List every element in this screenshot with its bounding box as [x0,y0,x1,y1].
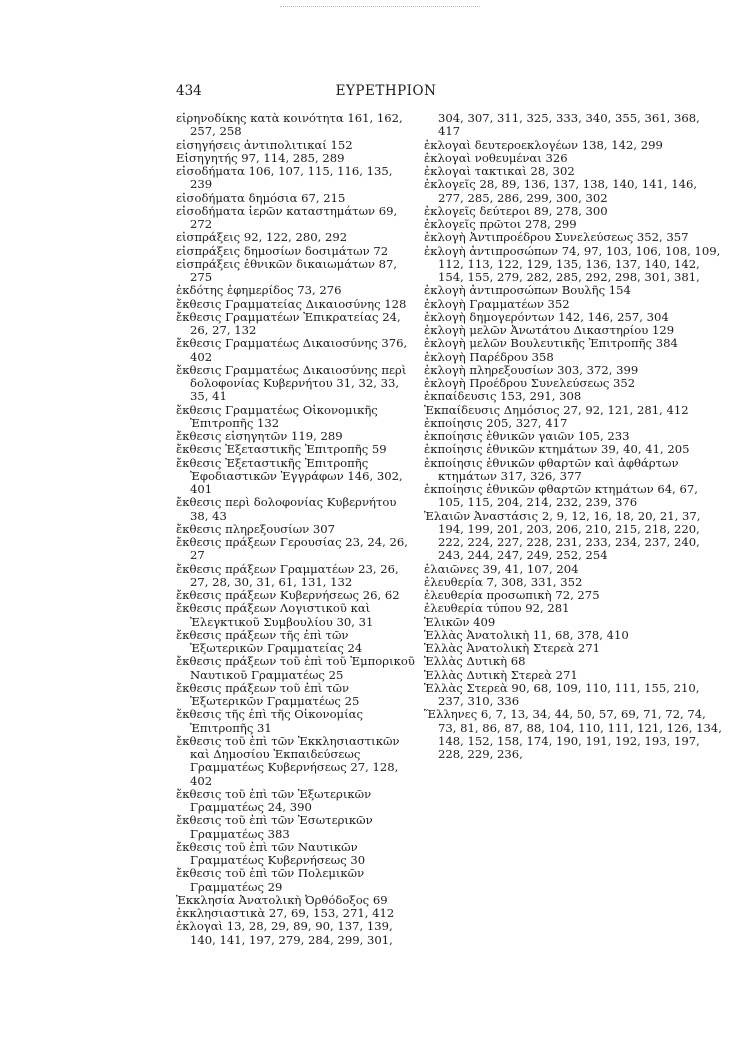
index-entry: ἔκθεσις πράξεων Γερουσίας 23, 24, 26, 27 [176,535,408,563]
page-number: 434 [176,83,202,99]
page-title: ΕΥΡΕΤΗΡΙΟΝ [335,83,437,99]
index-column-right [424,112,724,761]
index-entry: ἐκλογὴ ἀντιπροσώπων 74, 97, 103, 106, 108, 109, 112, 113, 122, 129, 135, 136, 137, 140, 142, 154, 155, 279, 282, 285, 292, 298, 301, 381, [424,243,721,284]
index-entry: ἔκθεσις τοῦ ἐπὶ τῶν Ναυτικῶν Γραμματέως Κυβερνήσεως 30 [176,839,366,867]
index-entry: ἐκλογὴ δημογερόντων 142, 146, 257, 304 [424,309,669,324]
index-entry: ἔκθεσις Ἐξεταστικῆς Ἐπιτροπῆς Ἐφοδιαστικῶν Ἐγγράφων 146, 302, 401 [176,455,403,496]
index-entry: ἔκθεσις περὶ δολοφονίας Κυβερνήτου 38, 43 [176,495,397,523]
index-entry: ἐκποίησις ἐθνικῶν κτημάτων 39, 40, 41, 205 [424,442,690,457]
index-entry: ἔκθεσις τῆς ἐπὶ τῆς Οἰκονομίας Ἐπιτροπῆς 31 [176,707,363,735]
scan-artifact [280,0,480,7]
index-entry: ἔκθεσις Γραμματέων Ἐπικρατείας 24, 26, 27, 132 [176,309,401,337]
index-entry: ἐκλογεῖς δεύτεροι 89, 278, 300 [424,203,608,218]
index-entry: Ἑλικῶν 409 [424,614,496,629]
index-entry: εἰσοδήματα δημόσια 67, 215 [176,190,346,205]
index-entry: ἐλευθερία τύπου 92, 281 [424,601,570,616]
index-entry: ἔκθεσις πράξεων Κυβερνήσεως 26, 62 [176,588,400,602]
index-entry: εἰσπράξεις δημοσίων δοσιμάτων 72 [176,243,389,258]
index-entry: Ἐλαιῶν Ἀναστάσις 2, 9, 12, 16, 18, 20, 21, 37, 194, 199, 201, 203, 206, 210, 215, 218, 220, 222, 224, 227, 228, 231, 233, 234, 237, 240, 243, 244, 247, 249, 252, 254 [424,508,701,563]
index-entry: Ἑλλὰς Ἀνατολικὴ Στερεὰ 271 [424,641,600,655]
index-entry: ἔκθεσις τοῦ ἐπὶ τῶν Πολεμικῶν Γραμματέως 29 [176,866,365,894]
index-entry: ἐκποίησις ἐθνικῶν φθαρτῶν κτημάτων 64, 67, 105, 115, 204, 214, 232, 239, 376 [424,482,698,510]
index-entry: ἐκλογὴ Παρέδρου 358 [424,349,554,364]
index-entry: Ἑλλὰς Στερεὰ 90, 68, 109, 110, 111, 155, 210, 237, 310, 336 [424,680,700,708]
index-entry: ἐκποίησις ἐθνικῶν γαιῶν 105, 233 [424,429,630,443]
index-entry: ἐλευθερία 7, 308, 331, 352 [424,574,583,589]
index-entry: 304, 307, 311, 325, 333, 340, 355, 361, 368, 417 [438,111,700,139]
index-entry: ἐκλογαὶ τακτικαὶ 28, 302 [424,164,575,178]
index-entry: ἔκθεσις πληρεξουσίων 307 [176,521,336,536]
index-entry: Ἕλληνες 6, 7, 13, 34, 44, 50, 57, 69, 71, 72, 74, 73, 81, 86, 87, 88, 104, 110, 111, 121, 126, 134, 148, 152, 158, 174, 190, 191, 192, 193, 197, 228, 229, 236, [424,707,722,761]
index-entry: εἰσπράξεις ἐθνικῶν δικαιωμάτων 87, 275 [176,256,398,284]
index-entry: ἔκθεσις πράξεων Γραμματέων 23, 26, 27, 28, 30, 31, 61, 131, 132 [176,561,399,589]
index-entry: εἰσοδήματα ἱερῶν καταστημάτων 69, 272 [176,203,398,231]
index-entry: ἐκλογὴ ἀντιπροσώπων Βουλῆς 154 [424,283,631,298]
index-entry: ἐκλογεῖς πρῶτοι 278, 299 [424,217,577,231]
index-entry: ἔκθεσις τοῦ ἐπὶ τῶν Ἐξωτερικῶν Γραμματέως 24, 390 [176,786,372,814]
index-entry: ἔκθεσις πράξεων τοῦ ἐπὶ τοῦ Ἐμπορικοῦ Ναυτικοῦ Γραμματέως 25 [176,654,415,682]
index-entry: ἐκλογὴ Γραμματέων 352 [424,296,570,311]
index-entry: Ἑλλὰς Δυτικὴ Στερεὰ 271 [424,667,578,682]
index-entry: Ἐκκλησία Ἀνατολικὴ Ὀρθόδοξος 69 [176,892,388,907]
index-entry: εἰσοδήματα 106, 107, 115, 116, 135, 239 [176,164,393,192]
index-entry: Ἑλλὰς Δυτικὴ 68 [424,654,526,669]
index-entry: ἔκθεσις πράξεων Λογιστικοῦ καὶ Ἐλεγκτικοῦ Συμβουλίου 30, 31 [176,601,374,629]
index-entry: ἐκλογαὶ νοθευμέναι 326 [424,150,568,165]
index-entry: Ἑλλὰς Ἀνατολικὴ 11, 68, 378, 410 [424,627,629,642]
index-entry: ἔκθεσις πράξεων τοῦ ἐπὶ τῶν Ἐξωτερικῶν Γραμματέως 25 [176,680,360,708]
index-entry: ἔκθεσις Γραμματείας Δικαιοσύνης 128 [176,296,407,311]
index-entry: Ἐκπαίδευσις Δημόσιος 27, 92, 121, 281, 412 [424,402,689,417]
index-entry: εἰσηγήσεις ἀντιπολιτικαί 152 [176,137,353,152]
index-entry: ἔκθεσις τοῦ ἐπὶ τῶν Ἐσωτερικῶν Γραμματέως 383 [176,813,373,841]
index-entry: ἐκλογεῖς 28, 89, 136, 137, 138, 140, 141, 146, 277, 285, 286, 299, 300, 302 [424,177,698,205]
index-entry: ἐλευθερία προσωπικὴ 72, 275 [424,588,600,602]
page-header [176,83,596,103]
index-entry: ἐκλογὴ μελῶν Βουλευτικῆς Ἐπιτροπῆς 384 [424,336,678,351]
index-entry: ἐκδότης ἐφημερίδος 73, 276 [176,283,342,298]
index-entry: ἐκλογὴ πληρεξουσίων 303, 372, 399 [424,362,639,377]
index-entry: ἐκκλησιαστικὰ 27, 69, 153, 271, 412 [176,906,395,920]
index-entry: ἐκλογὴ μελῶν Ἀνωτάτου Δικαστηρίου 129 [424,323,675,337]
index-entry: ἔκθεσις πράξεων τῆς ἐπὶ τῶν Ἐξωτερικῶν Γραμματείας 24 [176,627,363,655]
index-entry: εἰσπράξεις 92, 122, 280, 292 [176,230,348,245]
index-entry: ἐκποίησις ἐθνικῶν φθαρτῶν καὶ ἀφθάρτων κτημάτων 317, 326, 377 [424,455,679,483]
index-entry: ἔκθεσις Ἐξεταστικῆς Ἐπιτροπῆς 59 [176,442,387,457]
index-entry: εἰρηνοδίκης κατὰ κοινότητα 161, 162, 257, 258 [176,111,403,139]
index-entry: ἔκθεσις Γραμματέως Οἰκονομικῆς Ἐπιτροπῆς 132 [176,402,378,430]
index-entry: ἐκπαίδευσις 153, 291, 308 [424,389,582,404]
index-entry: ἔκθεσις εἰσηγητῶν 119, 289 [176,429,343,443]
index-entry: ἐκλογὴ Προέδρου Συνελεύσεως 352 [424,376,636,390]
index-entry: ἔκθεσις Γραμματέως Δικαιοσύνης περὶ δολοφονίας Κυβερνήτου 31, 32, 33, 35, 41 [176,362,407,404]
index-entry: ἐκλογαὶ δευτεροεκλογέων 138, 142, 299 [424,137,663,152]
index-entry: ἔκθεσις Γραμματέως Δικαιοσύνης 376, 402 [176,336,408,364]
index-entry: ἐκλογὴ Ἀντιπροέδρου Συνελεύσεως 352, 357 [424,230,689,245]
index-entry: ἐκλογαὶ 13, 28, 29, 89, 90, 137, 139, 140, 141, 197, 279, 284, 299, 301, [176,919,393,947]
index-column-left [176,112,418,947]
index-entry: Εἰσηγητής 97, 114, 285, 289 [176,150,345,165]
index-entry: ἔκθεσις τοῦ ἐπὶ τῶν Ἐκκλησιαστικῶν καὶ Δημοσίου Ἐκπαιδεύσεως Γραμματέως Κυβερνήσεως 27, 128, 402 [176,733,400,788]
index-entry: ἐκποίησις 205, 327, 417 [424,415,568,430]
index-entry: ἐλαιῶνες 39, 41, 107, 204 [424,561,579,576]
